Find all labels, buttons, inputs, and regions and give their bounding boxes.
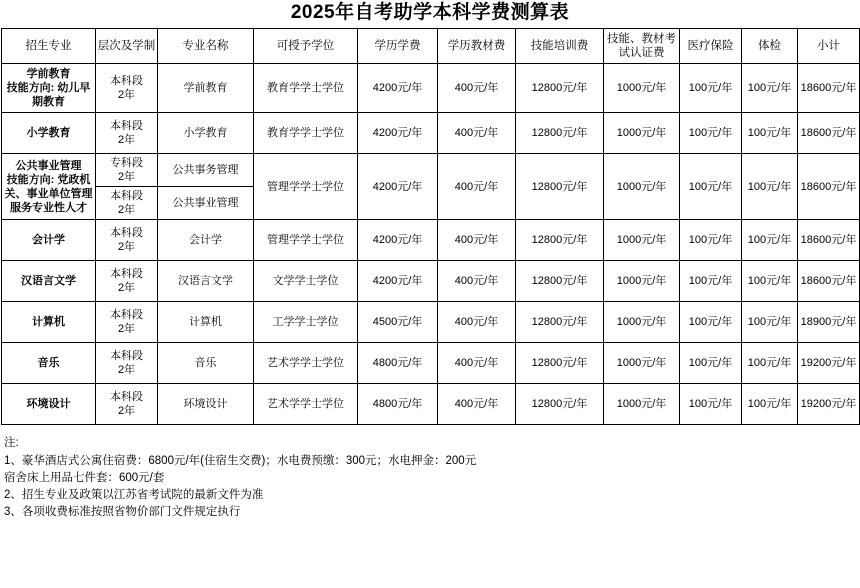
cell-tuition: 4200元/年: [358, 154, 438, 220]
page-title: 2025年自考助学本科学费测算表: [290, 2, 570, 23]
cell-degree: 工学学士学位: [254, 302, 358, 343]
column-header-major: 招生专业: [2, 29, 96, 64]
table-row: [2, 154, 860, 187]
level-stage: 专科段: [110, 157, 143, 169]
table-row: [2, 220, 860, 261]
cell-level: [96, 154, 158, 187]
cell-level: [96, 113, 158, 154]
cell-cert: 1000元/年: [604, 154, 680, 220]
cell-level: [96, 187, 158, 220]
cell-name: 会计学: [158, 220, 254, 261]
cell-degree: 艺术学学士学位: [254, 343, 358, 384]
table-row: [2, 113, 860, 154]
level-stage: 本科段: [110, 75, 143, 87]
level-stage: 本科段: [110, 190, 143, 202]
cell-physical: 100元/年: [742, 302, 798, 343]
level-duration: 2年: [117, 241, 136, 253]
cell-cert: 1000元/年: [604, 220, 680, 261]
cell-textbook: 400元/年: [438, 302, 516, 343]
note-line-3: 2、招生专业及政策以江苏省考试院的最新文件为准: [4, 489, 264, 501]
cell-degree: 教育学学士学位: [254, 64, 358, 113]
level-duration: 2年: [117, 134, 136, 146]
cell-major: 计算机: [2, 302, 96, 343]
cell-tuition: 4800元/年: [358, 343, 438, 384]
cell-total: 18600元/年: [798, 64, 860, 113]
cell-textbook: 400元/年: [438, 343, 516, 384]
cell-physical: 100元/年: [742, 154, 798, 220]
cell-total: 19200元/年: [798, 384, 860, 425]
notes-section: [4, 435, 860, 521]
table-row: [2, 343, 860, 384]
cell-cert: 1000元/年: [604, 64, 680, 113]
level-duration: 2年: [117, 204, 136, 216]
cell-major: 汉语言文学: [2, 261, 96, 302]
cell-textbook: 400元/年: [438, 384, 516, 425]
cell-degree: 教育学学士学位: [254, 113, 358, 154]
cell-level: [96, 220, 158, 261]
cell-skill: 12800元/年: [516, 113, 604, 154]
cell-tuition: 4200元/年: [358, 220, 438, 261]
cell-skill: 12800元/年: [516, 343, 604, 384]
column-header-tuition: 学历学费: [358, 29, 438, 64]
cell-textbook: 400元/年: [438, 154, 516, 220]
cell-name: 计算机: [158, 302, 254, 343]
cell-name: 音乐: [158, 343, 254, 384]
table-header: [2, 29, 860, 64]
cell-physical: 100元/年: [742, 261, 798, 302]
cell-cert: 1000元/年: [604, 261, 680, 302]
column-header-name: 专业名称: [158, 29, 254, 64]
cell-insurance: 100元/年: [680, 64, 742, 113]
level-stage: 本科段: [110, 309, 143, 321]
note-line-4: 3、各项收费标准按照省物价部门文件规定执行: [4, 506, 241, 518]
column-header-total: 小计: [798, 29, 860, 64]
cell-physical: 100元/年: [742, 220, 798, 261]
cell-skill: 12800元/年: [516, 261, 604, 302]
cell-cert: 1000元/年: [604, 113, 680, 154]
cell-cert: 1000元/年: [604, 302, 680, 343]
cell-skill: 12800元/年: [516, 384, 604, 425]
cell-insurance: 100元/年: [680, 384, 742, 425]
major-subtitle: 技能方向: 党政机关、事业单位管理服务专业性人才: [4, 173, 93, 214]
note-line-1: 1、豪华酒店式公寓住宿费：6800元/年(住宿生交费)；水电费预缴：300元；水电押金：200元: [4, 455, 477, 467]
major-subtitle: 技能方向: 幼儿早期教育: [6, 82, 91, 108]
cell-insurance: 100元/年: [680, 113, 742, 154]
level-stage: 本科段: [110, 350, 143, 362]
column-header-insurance: 医疗保险: [680, 29, 742, 64]
note-line-2: 宿舍床上用品七件套：600元/套: [4, 472, 165, 484]
column-header-degree: 可授予学位: [254, 29, 358, 64]
cell-major: 音乐: [2, 343, 96, 384]
major-title: 公共事业管理: [15, 159, 82, 172]
column-header-textbook: 学历教材费: [438, 29, 516, 64]
cell-tuition: 4200元/年: [358, 64, 438, 113]
column-header-cert: 技能、教材考试认证费: [604, 29, 680, 64]
table-row: [2, 302, 860, 343]
level-duration: 2年: [117, 89, 136, 101]
notes-heading: 注:: [4, 437, 19, 449]
table-body: [2, 64, 860, 425]
cell-textbook: 400元/年: [438, 220, 516, 261]
cell-skill: 12800元/年: [516, 302, 604, 343]
cell-name: 汉语言文学: [158, 261, 254, 302]
table-row: [2, 261, 860, 302]
cell-major: 小学教育: [2, 113, 96, 154]
cell-textbook: 400元/年: [438, 64, 516, 113]
cell-name: 学前教育: [158, 64, 254, 113]
table-row: [2, 64, 860, 113]
cell-insurance: 100元/年: [680, 261, 742, 302]
cell-tuition: 4800元/年: [358, 384, 438, 425]
cell-total: 18600元/年: [798, 113, 860, 154]
cell-degree: 艺术学学士学位: [254, 384, 358, 425]
cell-level: [96, 302, 158, 343]
cell-total: 18600元/年: [798, 261, 860, 302]
level-duration: 2年: [117, 282, 136, 294]
level-stage: 本科段: [110, 227, 143, 239]
cell-insurance: 100元/年: [680, 154, 742, 220]
cell-level: [96, 384, 158, 425]
cell-major: 会计学: [2, 220, 96, 261]
cell-textbook: 400元/年: [438, 261, 516, 302]
level-stage: 本科段: [110, 120, 143, 132]
cell-degree: 管理学学士学位: [254, 154, 358, 220]
level-stage: 本科段: [110, 268, 143, 280]
cell-level: [96, 261, 158, 302]
level-stage: 本科段: [110, 391, 143, 403]
cell-textbook: 400元/年: [438, 113, 516, 154]
major-title: 学前教育: [26, 68, 71, 80]
cell-name: 公共事业管理: [158, 187, 254, 220]
cell-degree: 文学学士学位: [254, 261, 358, 302]
cell-total: 18600元/年: [798, 220, 860, 261]
cell-degree: 管理学学士学位: [254, 220, 358, 261]
cell-tuition: 4200元/年: [358, 261, 438, 302]
level-duration: 2年: [117, 323, 136, 335]
cell-skill: 12800元/年: [516, 220, 604, 261]
cell-skill: 12800元/年: [516, 154, 604, 220]
cell-insurance: 100元/年: [680, 343, 742, 384]
cell-cert: 1000元/年: [604, 343, 680, 384]
cell-skill: 12800元/年: [516, 64, 604, 113]
cell-major: 环境设计: [2, 384, 96, 425]
cell-physical: 100元/年: [742, 343, 798, 384]
cell-total: 18600元/年: [798, 154, 860, 220]
cell-name: 环境设计: [158, 384, 254, 425]
cell-major: [2, 154, 96, 220]
cell-name: 公共事务管理: [158, 154, 254, 187]
level-duration: 2年: [117, 171, 136, 183]
level-duration: 2年: [117, 364, 136, 376]
cell-insurance: 100元/年: [680, 220, 742, 261]
level-duration: 2年: [117, 405, 136, 417]
column-header-level: 层次及学制: [96, 29, 158, 64]
table-header-row: [2, 29, 860, 64]
cell-tuition: 4200元/年: [358, 113, 438, 154]
cell-major: [2, 64, 96, 113]
cell-name: 小学教育: [158, 113, 254, 154]
cell-physical: 100元/年: [742, 113, 798, 154]
column-header-skill: 技能培训费: [516, 29, 604, 64]
cell-physical: 100元/年: [742, 384, 798, 425]
cell-level: [96, 64, 158, 113]
cell-total: 19200元/年: [798, 343, 860, 384]
cell-level: [96, 343, 158, 384]
column-header-physical: 体检: [742, 29, 798, 64]
cell-insurance: 100元/年: [680, 302, 742, 343]
cell-physical: 100元/年: [742, 64, 798, 113]
table-row: [2, 384, 860, 425]
cell-cert: 1000元/年: [604, 384, 680, 425]
cell-tuition: 4500元/年: [358, 302, 438, 343]
fee-table: [1, 28, 860, 425]
cell-total: 18900元/年: [798, 302, 860, 343]
